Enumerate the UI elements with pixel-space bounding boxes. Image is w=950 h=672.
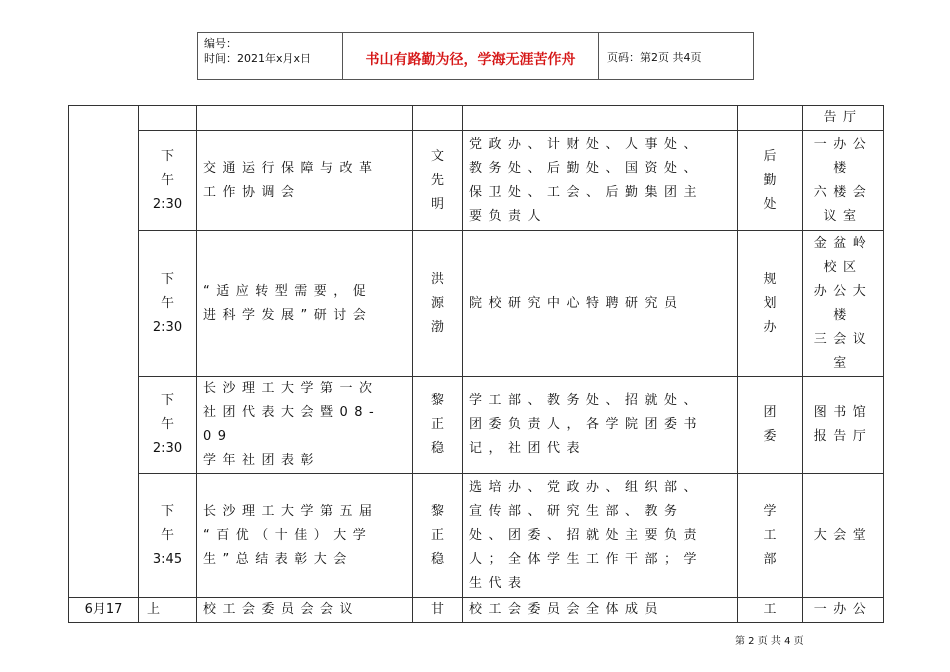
- page-header: [197, 32, 754, 80]
- number-label: 编号：: [204, 37, 237, 50]
- participants-cell: 党政办、计财处、人事处、 教务处、后勤处、国资处、 保卫处、工会、后勤集团主 要负责人: [463, 131, 738, 231]
- leader-cell: 黎 正 稳: [413, 474, 463, 598]
- participants-cell: 学工部、教务处、招就处、 团委负责人，各学院团委书 记，社团代表: [463, 377, 738, 474]
- page-label: 页码：第2页 共4页: [607, 51, 702, 64]
- location-cell: 一办公: [803, 598, 884, 623]
- time-label: 时间：2021年x月x日: [204, 52, 312, 65]
- organizer-cell: 团 委: [738, 377, 803, 474]
- date-cell: [69, 106, 139, 598]
- table-row: [69, 106, 884, 131]
- event-cell: 校工会委员会会议: [197, 598, 413, 623]
- organizer-cell: 学 工 部: [738, 474, 803, 598]
- organizer-cell: 规 划 办: [738, 231, 803, 377]
- participants-cell: 院校研究中心特聘研究员: [463, 231, 738, 377]
- time-cell: [139, 106, 197, 131]
- participants-cell: 校工会委员会全体成员: [463, 598, 738, 623]
- organizer-cell: [738, 106, 803, 131]
- location-cell: 图书馆 报告厅: [803, 377, 884, 474]
- event-cell: [197, 106, 413, 131]
- leader-cell: 洪 源 渤: [413, 231, 463, 377]
- schedule-table: [68, 105, 884, 623]
- organizer-cell: 工: [738, 598, 803, 623]
- header-meta-cell: [198, 33, 343, 79]
- table-row: [69, 377, 884, 474]
- header-motto-cell: [343, 33, 599, 79]
- time-cell: 下 午 2:30: [139, 231, 197, 377]
- table-row: [69, 598, 884, 623]
- location-cell: 大会堂: [803, 474, 884, 598]
- event-cell: 交通运行保障与改革 工作协调会: [197, 131, 413, 231]
- event-cell: 长沙理工大学第一次 社团代表大会暨08-09 学年社团表彰: [197, 377, 413, 474]
- location-cell: 金盆岭 校区 办公大 楼 三会议 室: [803, 231, 884, 377]
- time-cell: 下 午 3:45: [139, 474, 197, 598]
- date-cell: 6月17: [69, 598, 139, 623]
- table-row: [69, 231, 884, 377]
- event-cell: “适应转型需要，促 进科学发展”研讨会: [197, 231, 413, 377]
- participants-cell: [463, 106, 738, 131]
- organizer-cell: 后 勤 处: [738, 131, 803, 231]
- leader-cell: 黎 正 稳: [413, 377, 463, 474]
- table-row: [69, 131, 884, 231]
- time-cell: 上: [139, 598, 197, 623]
- location-cell: 告厅: [803, 106, 884, 131]
- leader-cell: 文 先 明: [413, 131, 463, 231]
- time-cell: 下 午 2:30: [139, 131, 197, 231]
- location-cell: 一办公 楼 六楼会 议室: [803, 131, 884, 231]
- table-row: [69, 474, 884, 598]
- header-page-cell: [599, 33, 753, 79]
- motto-text: 书山有路勤为径，学海无涯苦作舟: [365, 52, 576, 68]
- leader-cell: 甘: [413, 598, 463, 623]
- leader-cell: [413, 106, 463, 131]
- time-cell: 下 午 2:30: [139, 377, 197, 474]
- participants-cell: 选培办、党政办、组织部、 宣传部、研究生部、教务 处、团委、招就处主要负责 人；全体学生工作干部；学 生代表: [463, 474, 738, 598]
- event-cell: 长沙理工大学第五届 “百优（十佳）大学 生”总结表彰大会: [197, 474, 413, 598]
- page-footer: 第 2 页 共 4 页: [735, 636, 804, 647]
